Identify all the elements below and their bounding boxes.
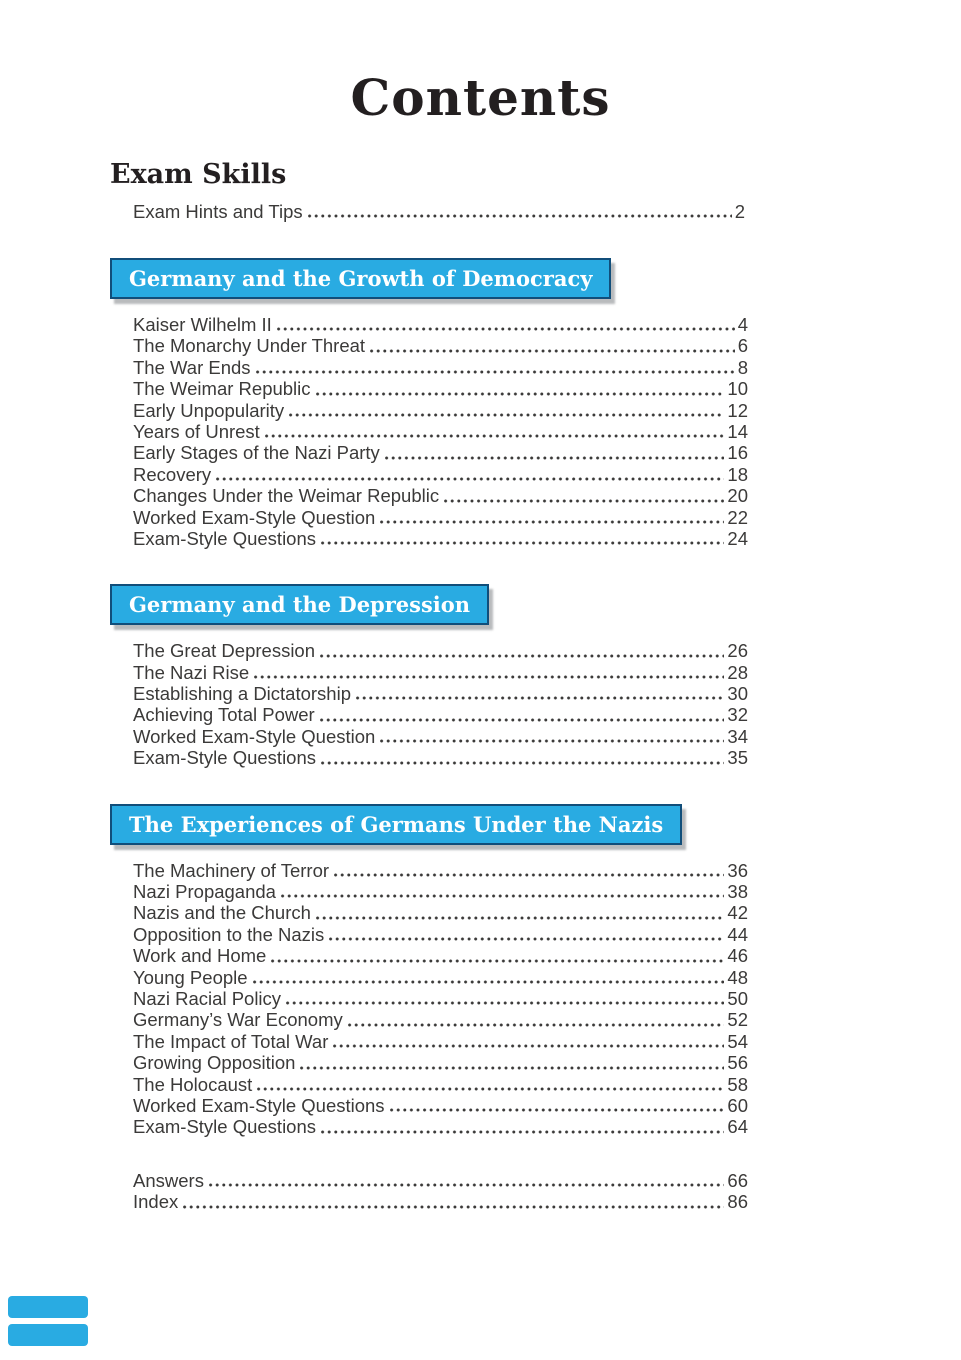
toc-item-label: Years of Unrest xyxy=(133,420,260,442)
toc-row xyxy=(133,1074,748,1095)
toc-row xyxy=(133,1095,748,1116)
toc-item-page-number: 58 xyxy=(727,1073,748,1095)
toc-leader-dots xyxy=(321,1130,724,1134)
toc-item-label: The Weimar Republic xyxy=(133,378,311,400)
toc-item-label: Work and Home xyxy=(133,945,267,967)
toc-leader-dots xyxy=(271,959,724,963)
toc-item-label: Exam-Style Questions xyxy=(133,1116,317,1138)
toc-item-page-number: 38 xyxy=(727,881,748,903)
toc-leader-dots xyxy=(334,873,724,877)
toc-row xyxy=(133,1052,748,1073)
toc-leader-dots xyxy=(257,1087,724,1091)
toc-row xyxy=(133,640,748,661)
page-title: Contents xyxy=(350,68,611,127)
toc-item-page-number: 2 xyxy=(734,201,745,222)
toc-section xyxy=(110,258,770,549)
toc-item-label: The Holocaust xyxy=(133,1073,253,1095)
toc-sections xyxy=(110,258,770,1173)
toc-item-label: Recovery xyxy=(133,463,212,485)
toc-item-page-number: 36 xyxy=(727,859,748,881)
toc-item-label: Young People xyxy=(133,966,248,988)
toc-item-page-number: 4 xyxy=(737,314,748,335)
toc-item-label: The Nazi Rise xyxy=(133,661,250,683)
toc-item-label: Early Stages of the Nazi Party xyxy=(133,442,380,464)
toc-item-label: The Monarchy Under Threat xyxy=(133,335,366,357)
toc-leader-dots xyxy=(209,1183,724,1187)
toc-item-label: Early Unpopularity xyxy=(133,399,285,421)
toc-item-label: Opposition to the Nazis xyxy=(133,923,325,945)
toc-leader-dots xyxy=(254,675,724,679)
toc-item-label: The Machinery of Terror xyxy=(133,859,330,881)
toc-row xyxy=(133,201,745,222)
toc-row xyxy=(133,924,748,945)
toc-item-page-number: 46 xyxy=(727,945,748,967)
toc-row xyxy=(133,378,748,399)
toc-item-label: The War Ends xyxy=(133,356,251,378)
toc-item-label: Answers xyxy=(133,1170,204,1191)
toc-item-page-number: 22 xyxy=(727,506,748,528)
toc-item-page-number: 20 xyxy=(727,485,748,507)
toc-leader-dots xyxy=(356,696,724,700)
toc-leader-dots xyxy=(183,1205,724,1209)
exam-skills-heading: Exam Skills xyxy=(110,159,287,190)
toc-leader-dots xyxy=(265,434,725,438)
toc-row xyxy=(133,683,748,704)
toc-row xyxy=(133,881,748,902)
toc-item-label: Worked Exam-Style Questions xyxy=(133,1094,385,1116)
toc-leader-dots xyxy=(316,916,725,920)
toc-leader-dots xyxy=(286,1001,724,1005)
toc-item-page-number: 18 xyxy=(727,463,748,485)
toc-leader-dots xyxy=(329,937,724,941)
section-banner: Germany and the Growth of Democracy xyxy=(110,258,611,299)
toc-item-page-number: 64 xyxy=(727,1116,748,1138)
toc-leader-dots xyxy=(370,349,735,353)
section-banner: The Experiences of Germans Under the Nazis xyxy=(110,804,682,845)
toc-row xyxy=(133,528,748,549)
toc-leader-dots xyxy=(320,718,725,722)
toc-item-label: Exam-Style Questions xyxy=(133,747,317,769)
toc-leader-dots xyxy=(321,541,724,545)
toc-item-page-number: 44 xyxy=(727,923,748,945)
toc-item-label: Growing Opposition xyxy=(133,1052,296,1074)
toc-row xyxy=(133,747,748,768)
toc-item-page-number: 42 xyxy=(727,902,748,924)
toc-row xyxy=(133,400,748,421)
toc-row xyxy=(133,421,748,442)
toc-item-page-number: 10 xyxy=(727,378,748,400)
toc-leader-dots xyxy=(320,654,724,658)
toc-leader-dots xyxy=(385,456,725,460)
toc-item-label: Kaiser Wilhelm II xyxy=(133,314,272,335)
toc-leader-dots xyxy=(308,214,732,218)
toc-row xyxy=(133,1116,748,1137)
toc-leader-dots xyxy=(380,520,724,524)
toc-row xyxy=(133,357,748,378)
toc-item-page-number: 48 xyxy=(727,966,748,988)
toc-item-label: Exam-Style Questions xyxy=(133,527,317,549)
toc-item-label: Nazi Racial Policy xyxy=(133,987,282,1009)
toc-item-label: The Impact of Total War xyxy=(133,1030,329,1052)
toc-leader-dots xyxy=(256,370,735,374)
toc-item-page-number: 34 xyxy=(727,725,748,747)
toc-row xyxy=(133,335,748,356)
toc-leader-dots xyxy=(300,1066,724,1070)
toc-row xyxy=(133,1191,748,1212)
toc-item-label: Worked Exam-Style Question xyxy=(133,506,376,528)
toc-item-label: Changes Under the Weimar Republic xyxy=(133,485,440,507)
toc-leader-dots xyxy=(277,327,735,331)
toc-leader-dots xyxy=(444,499,724,503)
toc-item-page-number: 12 xyxy=(727,399,748,421)
toc-leader-dots xyxy=(281,894,724,898)
section-banner: Germany and the Depression xyxy=(110,584,489,625)
toc-item-page-number: 86 xyxy=(727,1191,748,1213)
toc-item-page-number: 56 xyxy=(727,1052,748,1074)
toc-item-label: Nazi Propaganda xyxy=(133,881,276,903)
toc-item-page-number: 8 xyxy=(737,356,748,378)
toc-row xyxy=(133,988,748,1009)
section-item-list xyxy=(133,640,748,768)
toc-item-label: Nazis and the Church xyxy=(133,902,311,924)
toc-item-page-number: 24 xyxy=(727,527,748,549)
toc-row xyxy=(133,860,748,881)
toc-row xyxy=(133,902,748,923)
toc-item-label: The Great Depression xyxy=(133,640,316,662)
page-edge-tab-2 xyxy=(8,1324,88,1346)
toc-item-page-number: 28 xyxy=(727,661,748,683)
toc-leader-dots xyxy=(289,413,724,417)
toc-row xyxy=(133,314,748,335)
exam-skills-list xyxy=(133,201,745,222)
toc-item-page-number: 14 xyxy=(727,420,748,442)
toc-row xyxy=(133,967,748,988)
footer-list xyxy=(133,1170,748,1213)
toc-leader-dots xyxy=(321,761,724,765)
toc-item-page-number: 60 xyxy=(727,1094,748,1116)
toc-leader-dots xyxy=(348,1023,725,1027)
toc-row xyxy=(133,662,748,683)
toc-item-page-number: 26 xyxy=(727,640,748,662)
toc-section xyxy=(110,804,770,1138)
toc-row xyxy=(133,1031,748,1052)
toc-row xyxy=(133,464,748,485)
toc-section xyxy=(110,584,770,768)
section-item-list xyxy=(133,860,748,1138)
toc-row xyxy=(133,704,748,725)
toc-leader-dots xyxy=(333,1044,724,1048)
toc-leader-dots xyxy=(380,739,724,743)
toc-item-label: Achieving Total Power xyxy=(133,704,315,726)
toc-item-label: Worked Exam-Style Question xyxy=(133,725,376,747)
toc-item-page-number: 50 xyxy=(727,987,748,1009)
page-edge-tab-1 xyxy=(8,1296,88,1318)
toc-row xyxy=(133,1009,748,1030)
toc-row xyxy=(133,945,748,966)
toc-item-page-number: 52 xyxy=(727,1009,748,1031)
toc-item-label: Index xyxy=(133,1191,179,1213)
toc-item-page-number: 30 xyxy=(727,683,748,705)
toc-row xyxy=(133,442,748,463)
toc-leader-dots xyxy=(316,392,725,396)
toc-item-label: Germany’s War Economy xyxy=(133,1009,343,1031)
toc-item-page-number: 16 xyxy=(727,442,748,464)
toc-row xyxy=(133,507,748,528)
section-item-list xyxy=(133,314,748,549)
toc-item-label: Establishing a Dictatorship xyxy=(133,683,351,705)
toc-leader-dots xyxy=(216,477,724,481)
toc-row xyxy=(133,726,748,747)
toc-row xyxy=(133,1170,748,1191)
toc-row xyxy=(133,485,748,506)
toc-item-page-number: 54 xyxy=(727,1030,748,1052)
toc-leader-dots xyxy=(390,1108,725,1112)
toc-item-page-number: 66 xyxy=(727,1170,748,1191)
toc-item-page-number: 35 xyxy=(727,747,748,769)
toc-item-label: Exam Hints and Tips xyxy=(133,201,303,222)
toc-item-page-number: 6 xyxy=(737,335,748,357)
toc-item-page-number: 32 xyxy=(727,704,748,726)
toc-leader-dots xyxy=(253,980,725,984)
